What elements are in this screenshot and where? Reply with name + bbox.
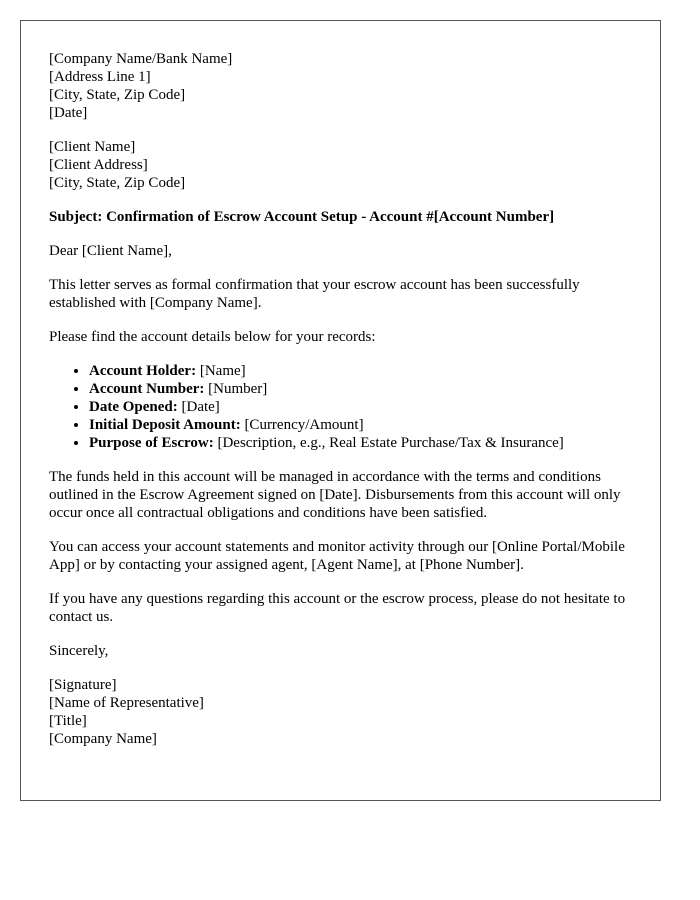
detail-label: Account Number: (89, 381, 205, 397)
funds-management-paragraph: The funds held in this account will be managed in accordance with the terms and conditions outlined in the Escrow Agreement signed on [Date]. Disbursements from this account will only occur once all contractual obligations and conditions have been satisfied. (49, 469, 621, 521)
signature-block (49, 676, 632, 748)
detail-value: [Date] (177, 399, 220, 415)
sender-company: [Company Name/Bank Name] (49, 51, 233, 67)
list-item-date-opened (89, 398, 632, 416)
recipient-address: [Client Address] (49, 157, 148, 173)
detail-value: [Description, e.g., Real Estate Purchase/Tax & Insurance] (213, 435, 564, 451)
list-item-account-number (89, 380, 632, 398)
detail-value: [Number] (204, 381, 268, 397)
recipient-address-block (49, 138, 632, 192)
details-intro: Please find the account details below for your records: (49, 329, 376, 345)
detail-label: Date Opened: (89, 399, 178, 415)
representative-title: [Title] (49, 713, 87, 729)
letter-document (20, 20, 661, 801)
detail-label: Initial Deposit Amount: (89, 417, 241, 433)
subject-line: Subject: Confirmation of Escrow Account Setup - Account #[Account Number] (49, 209, 555, 225)
list-item-purpose (89, 434, 632, 452)
detail-label: Purpose of Escrow: (89, 435, 214, 451)
detail-value: [Currency/Amount] (240, 417, 364, 433)
detail-value: [Name] (196, 363, 246, 379)
questions-paragraph: If you have any questions regarding this account or the escrow process, please do not hesitate to contact us. (49, 591, 626, 625)
sender-city-state-zip: [City, State, Zip Code] (49, 87, 186, 103)
letter-date: [Date] (49, 105, 88, 121)
account-details-list (49, 362, 632, 452)
sender-address-line1: [Address Line 1] (49, 69, 151, 85)
list-item-account-holder (89, 362, 632, 380)
detail-label: Account Holder: (89, 363, 197, 379)
representative-name: [Name of Representative] (49, 695, 204, 711)
account-access-paragraph: You can access your account statements and monitor activity through our [Online Portal/Mobile App] or by contacting your assigned agent, [Agent Name], at [Phone Number]. (49, 539, 625, 573)
recipient-name: [Client Name] (49, 139, 136, 155)
signature-placeholder: [Signature] (49, 677, 117, 693)
sender-address-block (49, 50, 632, 122)
intro-paragraph: This letter serves as formal confirmation that your escrow account has been successfully established with [Company Name]. (49, 277, 580, 311)
signature-company: [Company Name] (49, 731, 157, 747)
list-item-initial-deposit (89, 416, 632, 434)
closing: Sincerely, (49, 643, 109, 659)
recipient-city-state-zip: [City, State, Zip Code] (49, 175, 186, 191)
salutation: Dear [Client Name], (49, 243, 172, 259)
